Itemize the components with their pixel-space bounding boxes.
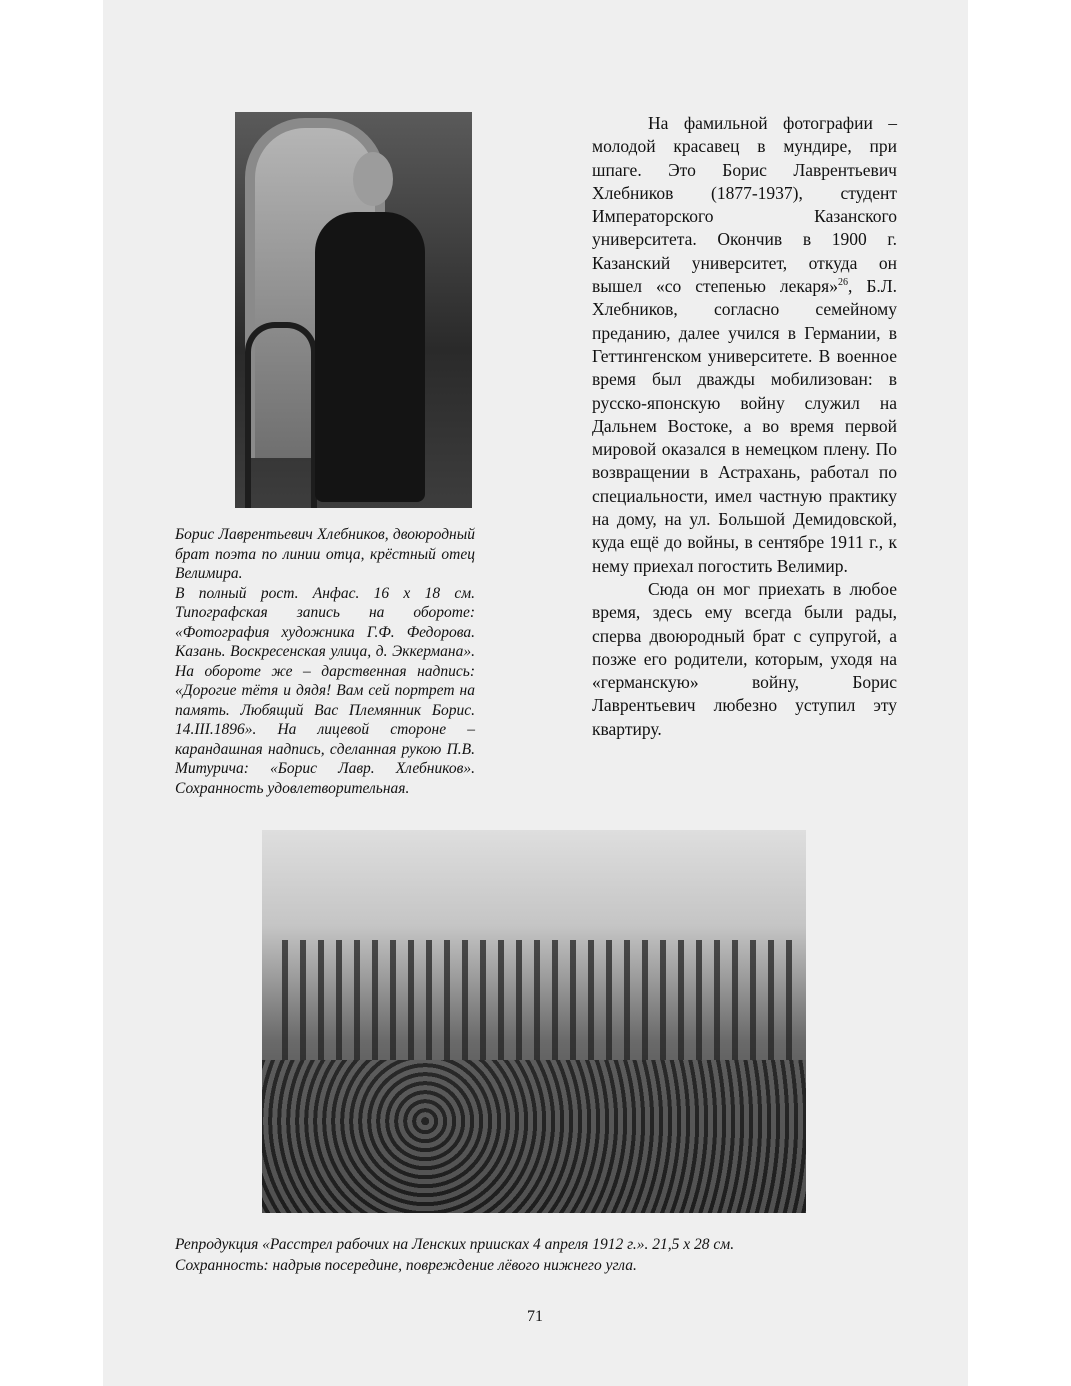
photo-chair: [245, 322, 317, 508]
portrait-caption-title: Борис Лаврентьевич Хлебников, двоюродный брат поэта по линии отца, крёстный отец Велимира.: [175, 526, 475, 582]
portrait-caption-description: В полный рост. Анфас. 16 х 18 см. Типографская запись на обороте: «Фотография художника Г.Ф. Федорова. Казань. Воскресенская улица, д. Эккермана». На обороте же – дарственная надпись: «Дорогие тётя и дядя! Вам сей портрет на память. Любящий Вас Племянник Борис. 14.III.1896». На лицевой стороне – карандашная надпись, сделанная рукою П.В. Митурича: «Борис Лавр. Хлебников». Сохранность удовлетворительная.: [175, 584, 475, 797]
photo-figure-head: [353, 152, 393, 206]
portrait-photo: [235, 112, 472, 508]
lena-caption-line-2: Сохранность: надрыв посередине, повреждение лёвого нижнего угла.: [175, 1257, 637, 1274]
paragraph-1-part-a: На фамильной фотографии – молодой красавец в мундире, при шпаге. Это Борис Лаврентьевич Хлебников (1877-1937), студент Императорского Казанского университета. Окончив в 1900 г. Казанский университет, откуда он вышел «со степенью лекаря»: [592, 113, 897, 297]
lena-caption-line-1: Репродукция «Расстрел рабочих на Ленских приисках 4 апреля 1912 г.». 21,5 х 28 см.: [175, 1236, 735, 1253]
photo-crowd: [282, 940, 802, 1060]
paragraph-1: [592, 112, 897, 578]
photo-ground: [262, 1060, 806, 1213]
page-number: 71: [527, 1308, 543, 1325]
main-text-column: [592, 112, 897, 741]
paragraph-2: Сюда он мог приехать в любое время, здесь ему всегда были рады, сперва двоюродный брат с супругой, а позже его родители, которым, уходя на «германскую» войну, Борис Лаврентьевич любезно уступил эту квартиру.: [592, 578, 897, 739]
footnote-ref: 26: [837, 277, 848, 289]
lena-massacre-photo: [262, 830, 806, 1213]
lena-photo-caption: [175, 1234, 900, 1276]
paragraph-1-part-b: , Б.Л. Хлебников, согласно семейному преданию, далее учился в Германии, в Геттингенском университете. В военное время был дважды мобилизован: в русско-японскую войну служил на Дальнем Востоке, а во время первой мировой оказался в немецком плену. По возвращении в Астрахань, работал по специальности, имел частную практику на дому, на ул. Большой Демидовской, куда ещё до войны, в сентябре 1911 г., к нему приехал погостить Велимир.: [592, 276, 897, 576]
portrait-caption: [175, 525, 475, 798]
photo-figure-body: [315, 212, 425, 502]
